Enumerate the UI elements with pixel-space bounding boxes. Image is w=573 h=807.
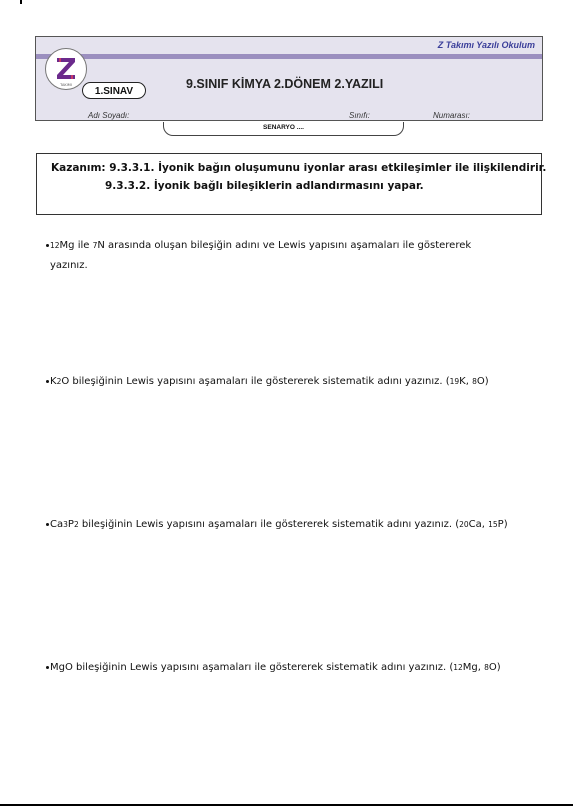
header-band — [36, 54, 542, 59]
question-1-line-2: yazınız. — [50, 260, 88, 271]
learning-outcomes-box — [36, 153, 547, 215]
question-1: 12Mg ile 7N arasında oluşan bileşiğin adını ve Lewis yapısını aşamaları ile göstererek yazınız. — [46, 236, 471, 276]
outcome-line-2: 9.3.3.2. İyonik bağlı bileşiklerin adlandırmasını yapar. — [105, 180, 424, 192]
outcome-line-1: Kazanım: 9.3.3.1. İyonik bağın oluşumunu iyonlar arası etkileşimler ile ilişkilendirir. — [51, 162, 547, 174]
scenario-tab: SENARYO .... — [163, 122, 404, 136]
bullet-icon — [46, 523, 49, 526]
logo-small-text: TAKIMI — [60, 83, 72, 87]
page-corner-mark — [20, 0, 22, 4]
z-takimi-logo-icon — [45, 48, 87, 90]
bullet-icon — [46, 380, 49, 383]
number-field-label: Numarası: — [433, 111, 470, 120]
school-name: Z Takımı Yazılı Okulum — [437, 40, 535, 50]
class-field-label: Sınıfı: — [349, 111, 370, 120]
question-4: MgO bileşiğinin Lewis yapısını aşamaları ile göstererek sistematik adını yazınız. (12Mg, 8O) — [46, 658, 501, 678]
question-2: K2O bileşiğinin Lewis yapısını aşamaları ile göstererek sistematik adını yazınız. (19K, 8O) — [46, 372, 489, 392]
exam-number-badge: 1.SINAV — [82, 82, 146, 99]
question-3: Ca3P2 bileşiğinin Lewis yapısını aşamaları ile göstererek sistematik adını yazınız. (20Ca, 15P) — [46, 515, 508, 535]
bullet-icon — [46, 244, 49, 247]
page-bottom-rule — [0, 804, 573, 806]
bullet-icon — [46, 666, 49, 669]
exam-header — [35, 36, 543, 121]
exam-title: 9.SINIF KİMYA 2.DÖNEM 2.YAZILI — [186, 77, 384, 91]
name-field-label: Adı Soyadı: — [88, 111, 130, 120]
